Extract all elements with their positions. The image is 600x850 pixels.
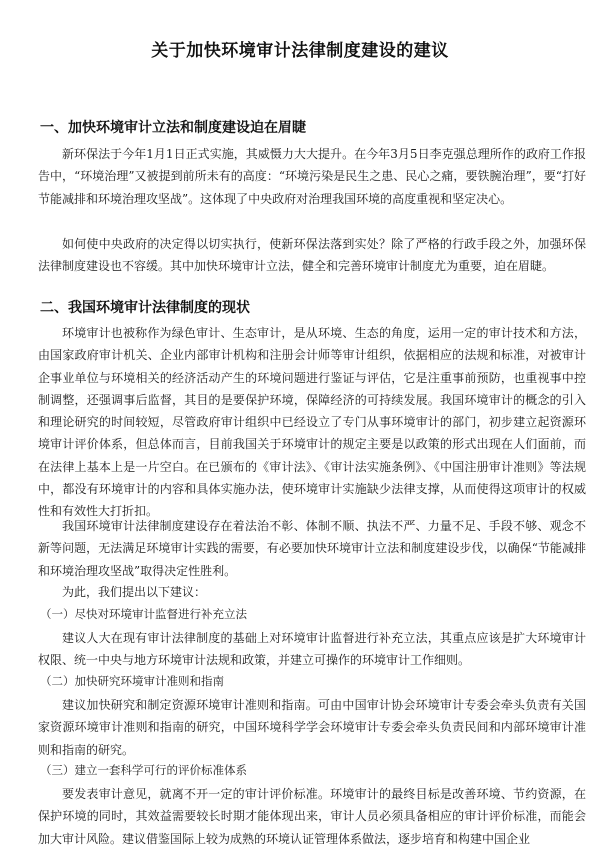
paragraph-s2-2: 我国环境审计法律制度建设存在着法治不彰、体制不顺、执法不严、力量不足、手段不够、观念不新等问题，无法满足环境审计实践的需要，有必要加快环境审计立法和制度建设步伐，以确保“节能减排和环境治理攻坚战”取得决定性胜利。 (38, 519, 586, 578)
section-heading-2: 二、我国环境审计法律制度的现状 (40, 300, 250, 316)
paragraph-s2-3: 为此，我们提出以下建议： (62, 585, 207, 599)
subheading-2: （二）加快研究环境审计准则和指南 (40, 674, 224, 688)
paragraph-sub-2: 建议加快研究和制定资源环境审计准则和指南。可由中国审计协会环境审计专委会牵头负责有关国家资源环境审计准则和指南的研究，中国环境科学学会环境审计专委会牵头负责民间和内部环境审计准则和指南的研究。 (38, 698, 586, 757)
paragraph-s1-2: 如何使中央政府的决定得以切实执行，使新环保法落到实处？除了严格的行政手段之外，加强环保法律制度建设也不容缓。其中加快环境审计立法，健全和完善环境审计制度尤为重要，迫在眉睫。 (38, 237, 586, 274)
paragraph-s2-1: 环境审计也被称作为绿色审计、生态审计，是从环境、生态的角度，运用一定的审计技术和方法，由国家政府审计机关、企业内部审计机构和注册会计师等审计组织，依据相应的法规和标准，对被审计企事业单位与环境相关的经济活动产生的环境问题进行鉴证与评估，它是注重事前预防，也重视事中控制调整，还强调事后监督，其目的是要保护环境，保障经济的可持续发展。我国环境审计的概念的引入和理论研究的时间较短，尽管政府审计组织中已经设立了专门从事环境审计的部门，初步建立起资源环境审计评价体系，但总体而言，目前我国关于环境审计的规定主要是以政策的形式出现在人们面前，而在法律上基本上是一片空白。在已颁布的《审计法》、《审计法实施条例》、《中国注册审计准则》等法规中，都没有环境审计的内容和具体实施办法，使环境审计实施缺少法律支撑，从而使得这项审计的权威性和有效性大打折扣。 (38, 326, 586, 519)
paragraph-s1-1: 新环保法于今年1月1日正式实施，其威慑力大大提升。在今年3月5日李克强总理所作的政府工作报告中，“环境治理”又被提到前所未有的高度：“环境污染是民生之患、民心之痛，要铁腕治理”，要“打好节能减排和环境治理攻坚战”。这体现了中央政府对治理我国环境的高度重视和坚定决心。 (38, 147, 586, 206)
subheading-1: （一）尽快对环境审计监督进行补充立法 (40, 607, 247, 621)
document-title: 关于加快环境审计法律制度建设的建议 (151, 41, 449, 61)
section-heading-1: 一、加快环境审计立法和制度建设迫在眉睫 (40, 120, 306, 136)
paragraph-sub-1: 建议人大在现有审计法律制度的基础上对环境审计监督进行补充立法，其重点应该是扩大环境审计权限、统一中央与地方环境审计法规和政策，并建立可操作的环境审计工作细则。 (38, 631, 586, 668)
subheading-3: （三）建立一套科学可行的评价标准体系 (40, 763, 247, 777)
paragraph-sub-3: 要发表审计意见，就离不开一定的审计评价标准。环境审计的最终目标是改善环境、节约资源，在保护环境的同时，其效益需要较长时期才能体现出来，审计人员必须具备相应的审计评价标准，而能会加大审计风险。建议借鉴国际上较为成熟的环境认证管理体系做法，逐步培育和构建中国企业 (38, 787, 586, 846)
